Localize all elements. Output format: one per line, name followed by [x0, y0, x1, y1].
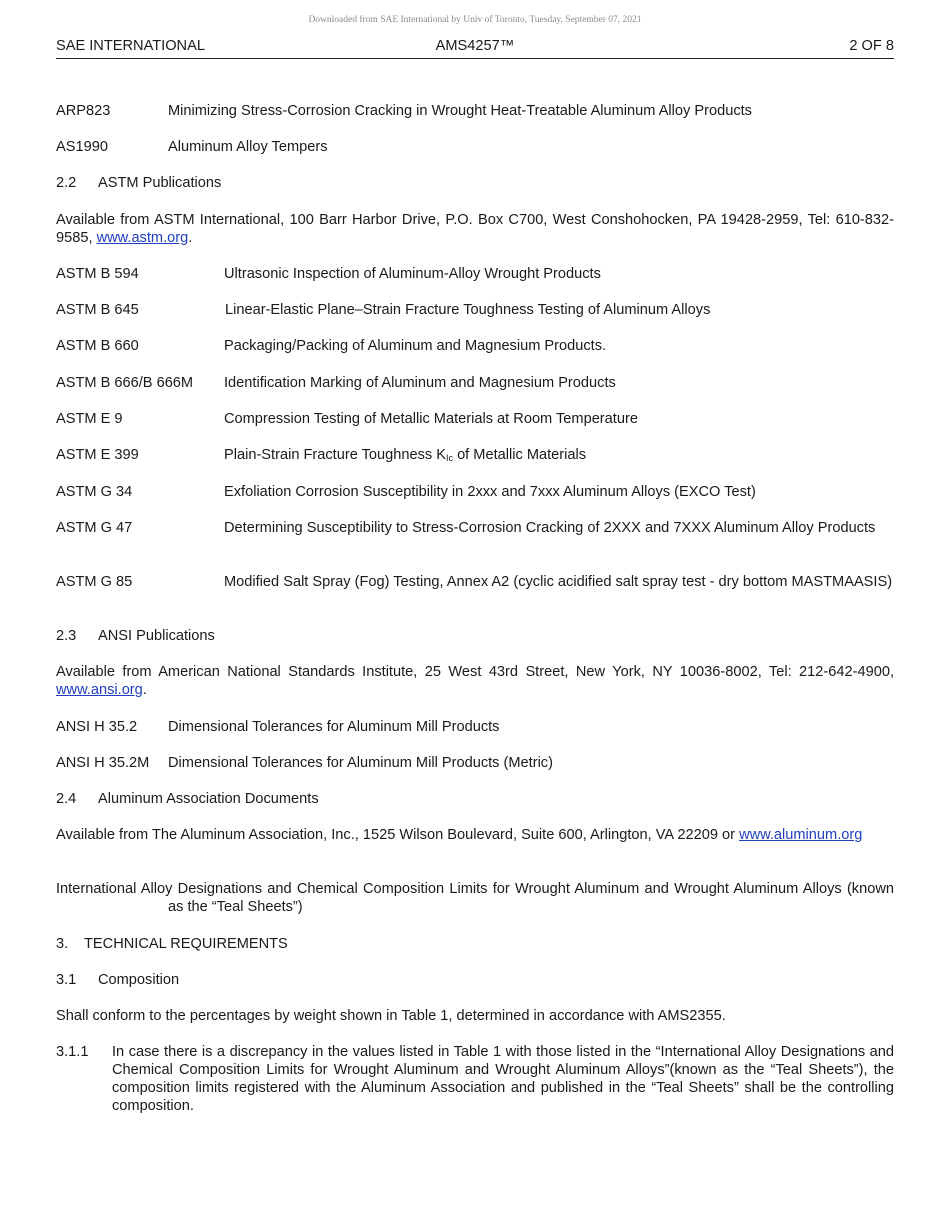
reference-title-text: Plain-Strain Fracture Toughness K: [224, 447, 446, 463]
reference-code: ASTM B 594: [56, 266, 139, 282]
reference-code: ASTM G 47: [56, 520, 133, 536]
availability-paragraph: Available from ASTM International, 100 Barr Harbor Drive, P.O. Box C700, West Conshohocken, PA 19428-2959, Tel: 610-832-9585, www.astm.org.: [56, 212, 894, 246]
section-number: 3.1: [56, 972, 77, 988]
section-number: 2.2: [56, 175, 77, 191]
section-number: 3.1.1: [56, 1044, 89, 1060]
reference-title: Dimensional Tolerances for Aluminum Mill Products (Metric): [168, 755, 553, 771]
reference-code: ASTM B 666/B 666M: [56, 375, 194, 391]
reference-code: ASTM E 9: [56, 411, 123, 427]
reference-code: ASTM B 660: [56, 338, 139, 354]
reference-code: ASTM E 399: [56, 447, 139, 463]
download-watermark: Downloaded from SAE International by Univ of Toronto, Tuesday, September 07, 2021: [308, 15, 642, 25]
availability-text: Available from The Aluminum Association, Inc., 1525 Wilson Boulevard, Suite 600, Arlington, VA 22209 or: [56, 827, 735, 843]
astm-link[interactable]: www.astm.org: [96, 230, 189, 246]
availability-paragraph: Available from American National Standards Institute, 25 West 43rd Street, New York, NY 10036-8002, Tel: 212-642-4900, www.ansi.org.: [56, 664, 894, 698]
reference-code: ARP823: [56, 103, 111, 119]
section-title: ASTM Publications: [98, 175, 222, 191]
reference-code: ANSI H 35.2: [56, 719, 138, 735]
reference-title: Linear-Elastic Plane–Strain Fracture Toughness Testing of Aluminum Alloys: [225, 302, 711, 318]
header-doc-number: AMS4257™: [435, 38, 515, 54]
page-header: [56, 38, 894, 59]
header-page-number: 2 OF 8: [849, 38, 894, 54]
reference-title: [224, 446, 894, 465]
availability-text: Available from ASTM International, 100 Barr Harbor Drive, P.O. Box C700, West Conshohocken, PA 19428-2959, Tel: 610-832-9585,: [56, 212, 894, 246]
availability-text: Available from American National Standards Institute, 25 West 43rd Street, New York, NY 10036-8002, Tel: 212-642-4900,: [56, 664, 894, 680]
reference-title: Compression Testing of Metallic Materials at Room Temperature: [224, 411, 638, 427]
reference-title: Packaging/Packing of Aluminum and Magnesium Products.: [224, 338, 607, 354]
section-title: ANSI Publications: [98, 628, 215, 644]
section-number: 2.3: [56, 628, 77, 644]
reference-code: ASTM B 645: [56, 302, 139, 318]
reference-title: Exfoliation Corrosion Susceptibility in 2xxx and 7xxx Aluminum Alloys (EXCO Test): [224, 484, 756, 500]
reference-title: Ultrasonic Inspection of Aluminum-Alloy Wrought Products: [224, 266, 601, 282]
reference-title: Aluminum Alloy Tempers: [168, 139, 328, 155]
reference-title: Determining Susceptibility to Stress-Corrosion Cracking of 2XXX and 7XXX Aluminum Alloy Products: [224, 520, 876, 536]
subsection-text: In case there is a discrepancy in the values listed in Table 1 with those listed in the “International Alloy Designations and Chemical Composition Limits for Wrought Aluminum and Wrought Aluminum Alloys”(known as the “Teal Sheets”), the composition limits registered with the Aluminum Association and published in the “Teal Sheets” shall be the controlling composition.: [112, 1044, 894, 1114]
ansi-link[interactable]: www.ansi.org: [56, 682, 143, 698]
composition-paragraph: Shall conform to the percentages by weight shown in Table 1, determined in accordance with AMS2355.: [56, 1008, 726, 1024]
reference-title-text: of Metallic Materials: [453, 447, 587, 463]
aluminum-link[interactable]: www.aluminum.org: [739, 827, 863, 843]
availability-paragraph: [56, 826, 894, 844]
teal-sheets-reference: International Alloy Designations and Chemical Composition Limits for Wrought Aluminum and Wrought Aluminum Alloys (known as the “Teal Sheets”): [56, 881, 894, 915]
reference-code: ASTM G 34: [56, 484, 133, 500]
reference-title: Identification Marking of Aluminum and Magnesium Products: [224, 375, 616, 391]
reference-title: Modified Salt Spray (Fog) Testing, Annex A2 (cyclic acidified salt spray test - dry bottom MASTMAASIS): [224, 574, 893, 590]
section-title: Composition: [98, 972, 180, 988]
kic-subscript: Ic: [446, 453, 454, 463]
section-title: TECHNICAL REQUIREMENTS: [84, 936, 288, 952]
header-org: SAE INTERNATIONAL: [56, 38, 205, 54]
section-number: 3.: [56, 936, 69, 952]
reference-title: Dimensional Tolerances for Aluminum Mill Products: [168, 719, 500, 735]
section-number: 2.4: [56, 791, 77, 807]
reference-title: Minimizing Stress-Corrosion Cracking in Wrought Heat-Treatable Aluminum Alloy Products: [168, 103, 752, 119]
section-title: Aluminum Association Documents: [98, 791, 319, 807]
reference-code: ANSI H 35.2M: [56, 755, 150, 771]
reference-code: AS1990: [56, 139, 108, 155]
reference-code: ASTM G 85: [56, 574, 133, 590]
